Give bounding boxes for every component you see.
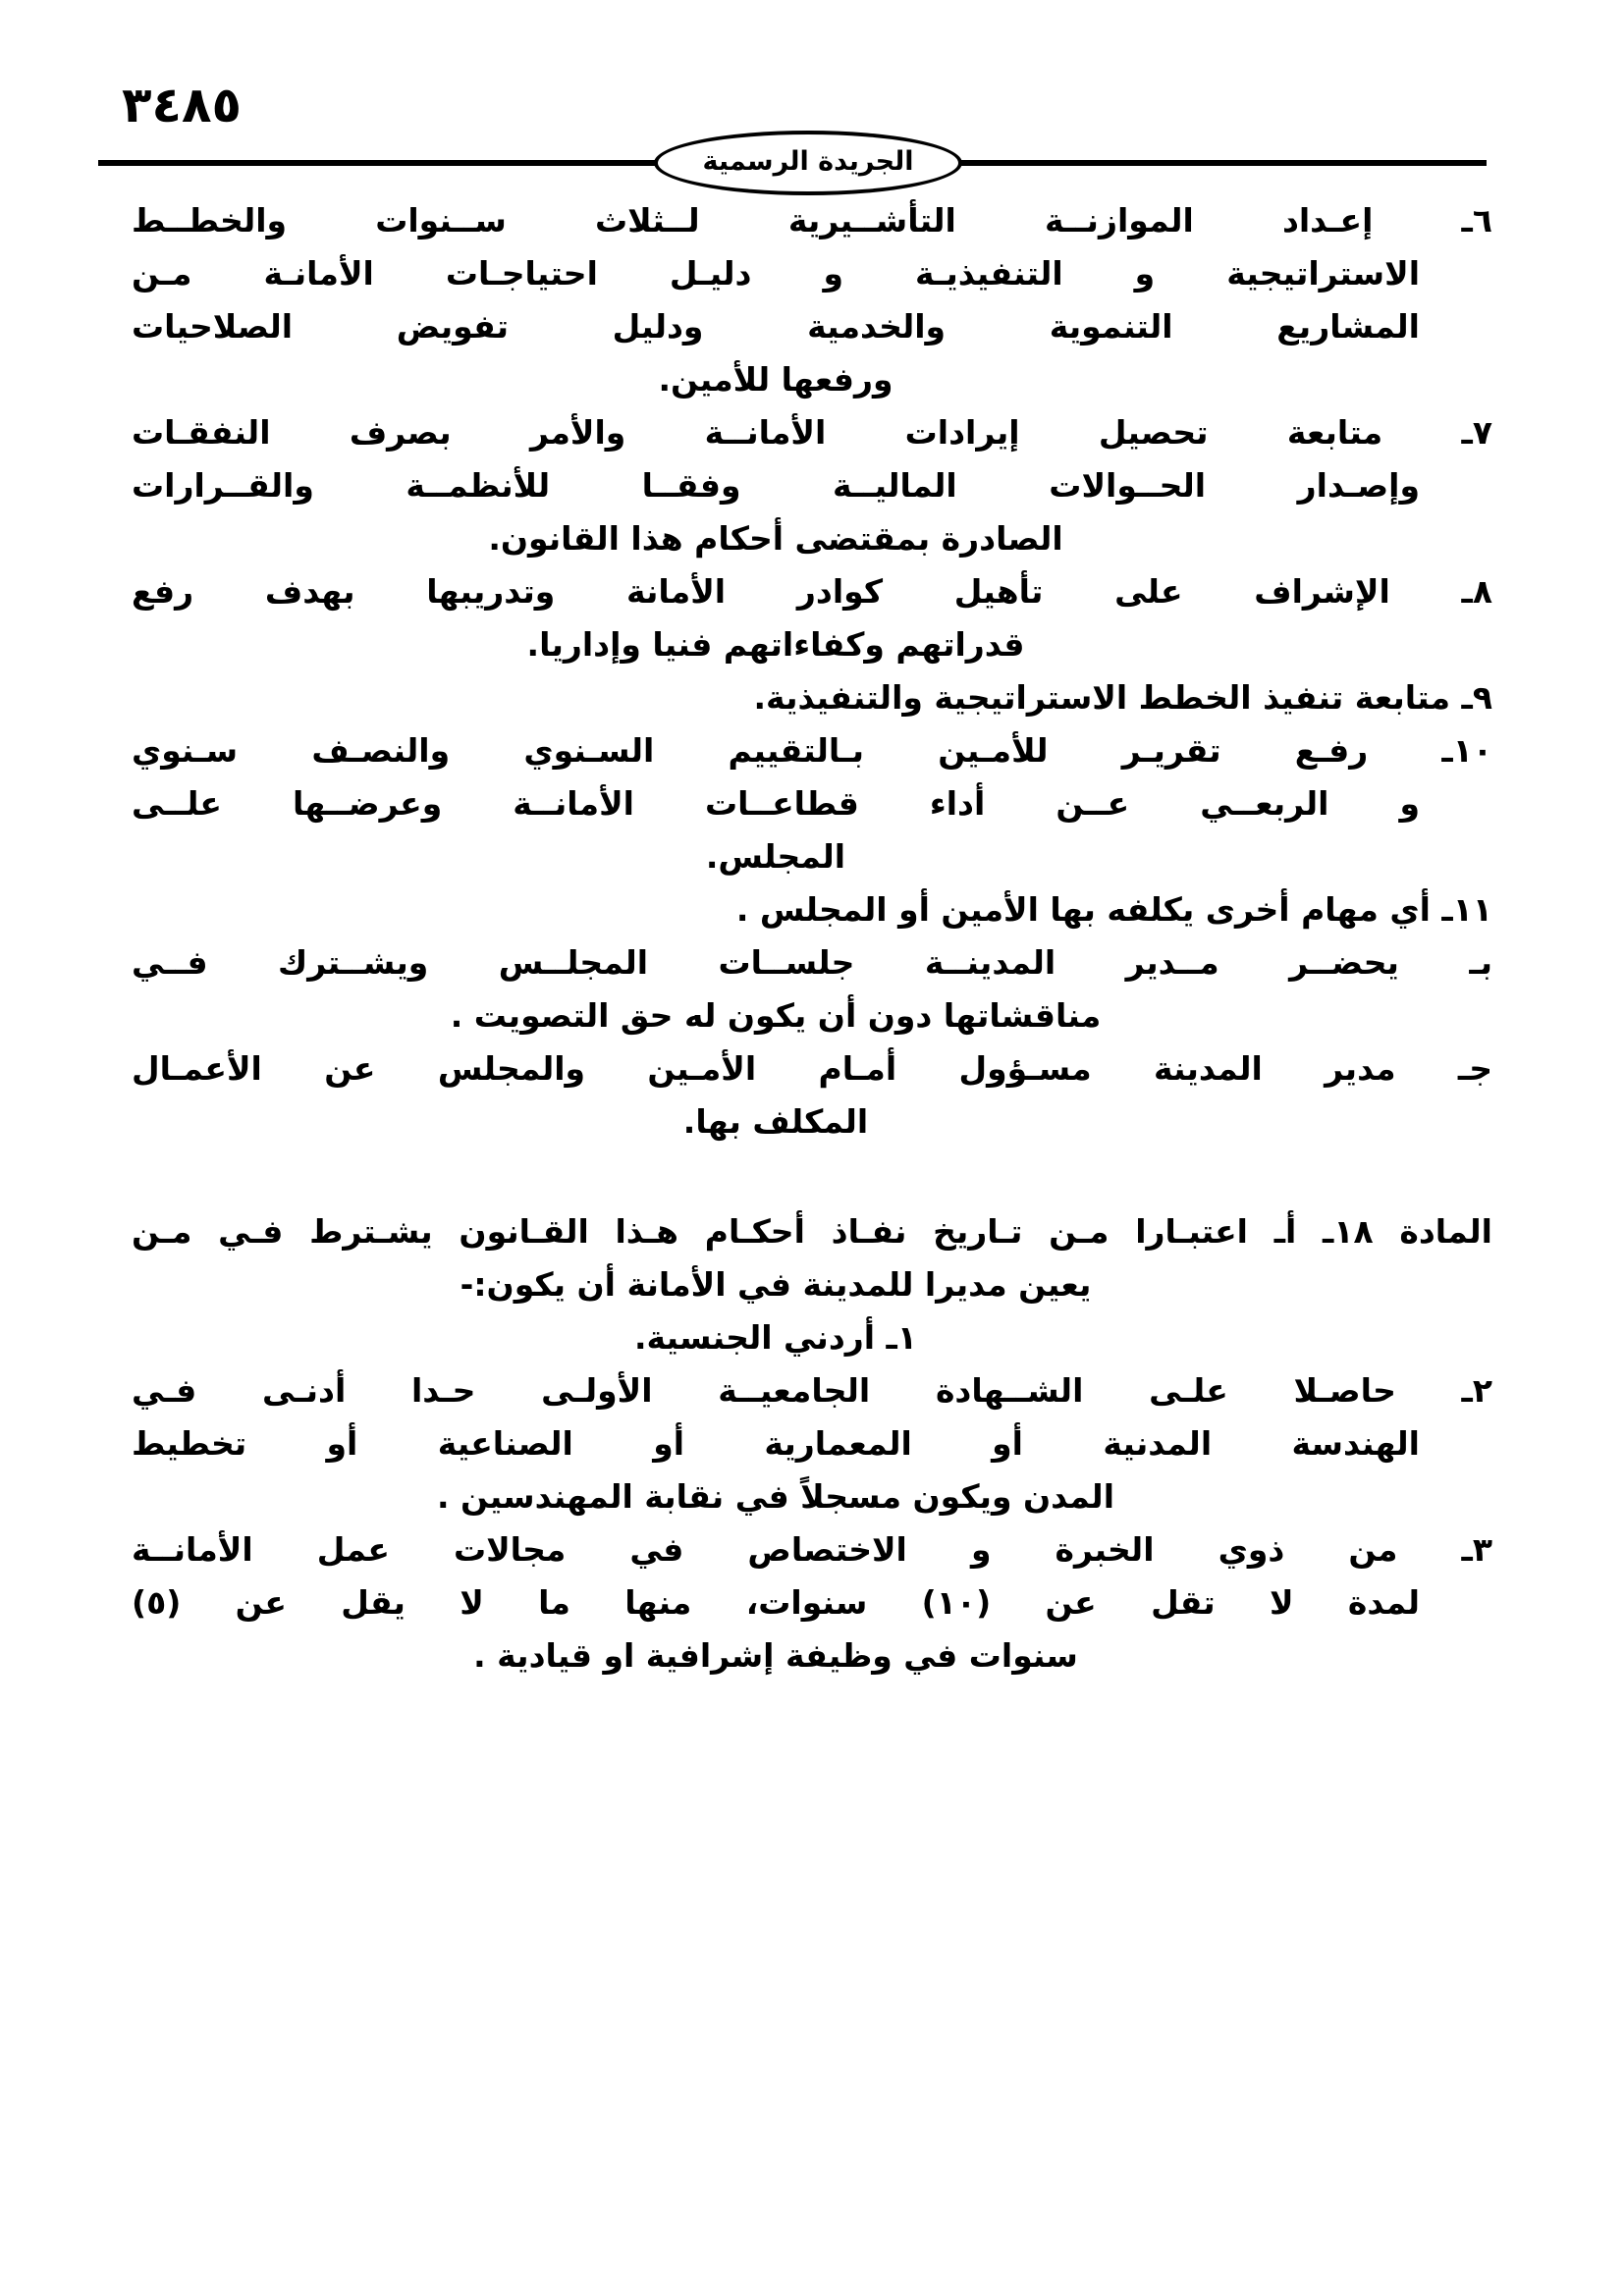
text-line: سنوات في وظيفة إشرافية او قيادية . xyxy=(473,1636,1078,1675)
paragraph-sub-1 xyxy=(132,1311,1492,1364)
text-line: لمدة لا تقل عن (١٠) سنوات، منها ما لا يقل عن (٥) xyxy=(132,1583,1420,1622)
text-line: ٨ـ الإشراف على تأهيل كوادر الأمانة وتدريبها بهدف رفع xyxy=(132,572,1492,611)
paragraph-item-7 xyxy=(132,406,1492,565)
text-line: جـ مدير المدينة مسـؤول أمـام الأمـين والمجلس عن الأعمـال xyxy=(132,1049,1492,1088)
text-line: ٦ـ إعـداد الموازنــة التأشــيرية لــثلاث ســنوات والخطــط xyxy=(132,201,1492,240)
text-line: المدن ويكون مسجلاً في نقابة المهندسين . xyxy=(436,1477,1115,1516)
text-line: ٧ـ متابعة تحصيل إيرادات الأمانــة والأمر بصرف النفقـات xyxy=(132,413,1492,452)
text-line: ١٠ـ رفـع تقريـر للأمـين بـالتقييم السـنوي والنصـف سـنوي xyxy=(132,731,1492,770)
header-divider xyxy=(98,128,1487,198)
gazette-badge-label: الجريدة الرسمية xyxy=(702,145,914,177)
text-line: وإصـدار الحــوالات الماليــة وفقــا للأنظمــة والقــرارات xyxy=(132,466,1420,505)
divider-line-right xyxy=(98,160,656,166)
paragraph-clause-b xyxy=(132,936,1492,1042)
text-line: الاستراتيجية و التنفيذيـة و دليـل احتياجـات الأمانـة مـن xyxy=(132,254,1420,293)
text-line: المكلف بها. xyxy=(682,1102,869,1141)
text-line: و الربعــي عــن أداء قطاعــات الأمانــة وعرضــها علــى xyxy=(132,784,1420,823)
text-line: ورفعها للأمين. xyxy=(658,360,893,399)
paragraph-item-8 xyxy=(132,565,1492,671)
paragraph-item-11 xyxy=(132,883,1492,936)
paragraph-article-18 xyxy=(132,1205,1492,1311)
text-line: المادة ١٨ـ أـ اعتبـارا مـن تـاريخ نفـاذ أحكـام هـذا القـانون يشـترط فـي مـن xyxy=(132,1212,1492,1251)
paragraph-item-10 xyxy=(132,724,1492,883)
divider-line-left xyxy=(960,160,1487,166)
gazette-badge xyxy=(654,131,962,195)
text-line: المشاريع التنموية والخدمية ودليل تفويض الصلاحيات xyxy=(132,307,1420,346)
text-line: المجلس. xyxy=(705,837,846,876)
paragraph-sub-2 xyxy=(132,1364,1492,1523)
text-line: ٩ـ متابعة تنفيذ الخطط الاستراتيجية والتنفيذية. xyxy=(753,678,1492,717)
text-line: قدراتهم وكفاءاتهم فنيا وإداريا. xyxy=(526,625,1025,664)
text-line: يعين مديرا للمدينة في الأمانة أن يكون:- xyxy=(460,1265,1092,1304)
text-line: ٣ـ من ذوي الخبرة و الاختصاص في مجالات عمل الأمانــة xyxy=(132,1530,1492,1569)
text-line: بـ يحضــر مــدير المدينــة جلســات المجلــس ويشــترك فــي xyxy=(132,943,1492,982)
paragraph-item-9 xyxy=(132,671,1492,724)
text-line: ١١ـ أي مهام أخرى يكلفه بها الأمين أو المجلس . xyxy=(735,890,1492,929)
text-line: الصادرة بمقتضى أحكام هذا القانون. xyxy=(488,519,1063,558)
paragraph-sub-3 xyxy=(132,1523,1492,1682)
paragraph-item-6 xyxy=(132,194,1492,406)
page-number: ٣٤٨٥ xyxy=(122,77,243,133)
text-line: الهندسة المدنية أو المعمارية أو الصناعية أو تخطيط xyxy=(132,1424,1420,1463)
text-line: مناقشاتها دون أن يكون له حق التصويت . xyxy=(450,996,1102,1035)
text-line: ١ـ أردني الجنسية. xyxy=(634,1318,917,1357)
text-line: ٢ـ حاصـلا علـى الشــهادة الجامعيــة الأولـى حـدا أدنـى فـي xyxy=(132,1371,1492,1410)
document-body xyxy=(132,194,1492,1682)
paragraph-clause-jeem xyxy=(132,1042,1492,1148)
